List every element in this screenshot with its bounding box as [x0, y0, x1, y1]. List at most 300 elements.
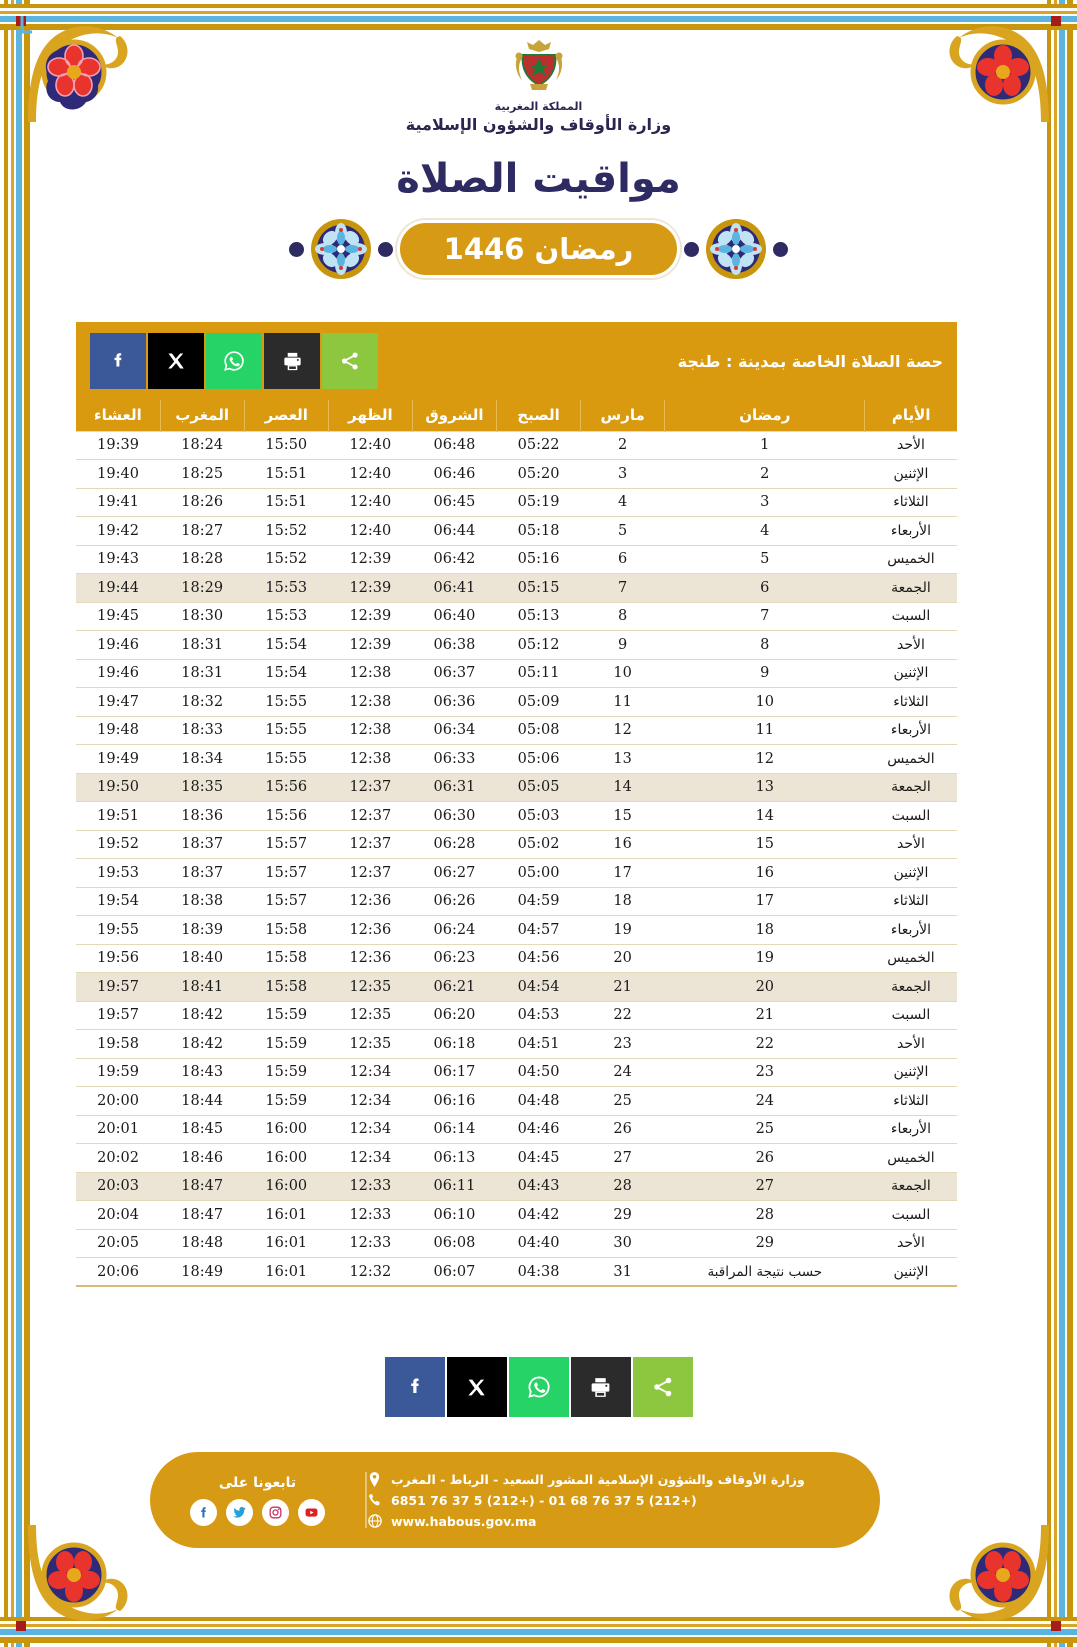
facebook-icon — [196, 1505, 211, 1520]
cell-mars: 20 — [581, 944, 665, 973]
table-row — [76, 944, 957, 973]
whatsapp-share-button-bottom[interactable] — [509, 1357, 569, 1417]
cell-isha: 19:59 — [76, 1058, 160, 1087]
cell-dhuhr: 12:37 — [328, 802, 412, 831]
cell-fajr: 05:13 — [497, 602, 581, 631]
cell-dhuhr: 12:40 — [328, 460, 412, 489]
table-row — [76, 659, 957, 688]
cell-mars: 23 — [581, 1030, 665, 1059]
cell-maghrib: 18:24 — [160, 431, 244, 460]
x-share-button-bottom[interactable] — [447, 1357, 507, 1417]
facebook-icon — [107, 350, 129, 372]
cell-dhuhr: 12:36 — [328, 944, 412, 973]
cell-dhuhr: 12:34 — [328, 1087, 412, 1116]
column-header-asr: العصر — [244, 400, 328, 431]
cell-day: الجمعة — [865, 773, 957, 802]
table-row — [76, 802, 957, 831]
cell-fajr: 05:12 — [497, 631, 581, 660]
cell-asr: 15:59 — [244, 1058, 328, 1087]
cell-day: الخميس — [865, 745, 957, 774]
cell-mars: 14 — [581, 773, 665, 802]
cell-ramadan: 29 — [665, 1229, 865, 1258]
cell-ramadan: 24 — [665, 1087, 865, 1116]
cell-fajr: 04:38 — [497, 1258, 581, 1287]
cell-maghrib: 18:47 — [160, 1172, 244, 1201]
cell-day: السبت — [865, 602, 957, 631]
follow-us-label: تابعونا على — [218, 1474, 297, 1491]
rosette-ornament-left — [308, 216, 374, 282]
ramadan-year-badge: رمضان 1446 — [397, 220, 681, 278]
print-button-bottom[interactable] — [571, 1357, 631, 1417]
table-row — [76, 602, 957, 631]
cell-asr: 15:52 — [244, 545, 328, 574]
cell-fajr: 04:53 — [497, 1001, 581, 1030]
cell-maghrib: 18:49 — [160, 1258, 244, 1287]
cell-isha: 19:50 — [76, 773, 160, 802]
cell-dhuhr: 12:38 — [328, 659, 412, 688]
cell-asr: 15:53 — [244, 574, 328, 603]
cell-asr: 15:56 — [244, 773, 328, 802]
cell-ramadan: 4 — [665, 517, 865, 546]
kingdom-label: المملكة المغربية — [494, 100, 583, 113]
cell-asr: 15:51 — [244, 488, 328, 517]
column-header-dhuhr: الظهر — [328, 400, 412, 431]
cell-day: الأحد — [865, 631, 957, 660]
cell-shuruq: 06:30 — [412, 802, 496, 831]
morocco-coat-of-arms-icon — [508, 34, 570, 96]
corner-ornament-bottom-left — [2, 1515, 132, 1645]
cell-shuruq: 06:24 — [412, 916, 496, 945]
cell-day: الخميس — [865, 545, 957, 574]
cell-asr: 15:59 — [244, 1087, 328, 1116]
cell-day: الثلاثاء — [865, 887, 957, 916]
cell-day: الإثنين — [865, 1058, 957, 1087]
cell-isha: 20:05 — [76, 1229, 160, 1258]
cell-isha: 19:48 — [76, 716, 160, 745]
cell-shuruq: 06:36 — [412, 688, 496, 717]
cell-mars: 3 — [581, 460, 665, 489]
page-title: مواقيت الصلاة — [396, 156, 681, 202]
share-icon — [339, 350, 361, 372]
cell-shuruq: 06:40 — [412, 602, 496, 631]
printer-icon — [281, 350, 304, 373]
cell-fajr: 05:06 — [497, 745, 581, 774]
table-row — [76, 859, 957, 888]
column-header-maghrib: المغرب — [160, 400, 244, 431]
cell-isha: 20:00 — [76, 1087, 160, 1116]
cell-fajr: 04:57 — [497, 916, 581, 945]
cell-maghrib: 18:27 — [160, 517, 244, 546]
cell-isha: 19:46 — [76, 631, 160, 660]
cell-mars: 13 — [581, 745, 665, 774]
cell-maghrib: 18:48 — [160, 1229, 244, 1258]
globe-icon — [367, 1514, 382, 1529]
table-row — [76, 488, 957, 517]
cell-dhuhr: 12:35 — [328, 1001, 412, 1030]
table-row — [76, 1001, 957, 1030]
cell-day: الخميس — [865, 1144, 957, 1173]
table-row — [76, 887, 957, 916]
cell-dhuhr: 12:34 — [328, 1058, 412, 1087]
cell-maghrib: 18:46 — [160, 1144, 244, 1173]
cell-shuruq: 06:28 — [412, 830, 496, 859]
banner-dot-inner-right — [684, 242, 699, 257]
cell-asr: 15:54 — [244, 659, 328, 688]
cell-shuruq: 06:48 — [412, 431, 496, 460]
location-pin-icon — [367, 1472, 382, 1487]
bottom-share-button-group — [0, 1357, 1077, 1417]
cell-isha: 19:45 — [76, 602, 160, 631]
cell-day: الأربعاء — [865, 916, 957, 945]
cell-ramadan: 18 — [665, 916, 865, 945]
cell-maghrib: 18:35 — [160, 773, 244, 802]
cell-maghrib: 18:28 — [160, 545, 244, 574]
cell-shuruq: 06:42 — [412, 545, 496, 574]
cell-asr: 16:01 — [244, 1229, 328, 1258]
cell-ramadan: 11 — [665, 716, 865, 745]
phone-icon — [367, 1493, 382, 1508]
whatsapp-share-button[interactable] — [206, 333, 262, 389]
cell-isha: 19:57 — [76, 1001, 160, 1030]
cell-isha: 19:43 — [76, 545, 160, 574]
cell-isha: 19:47 — [76, 688, 160, 717]
cell-ramadan: حسب نتيجة المراقبة — [665, 1258, 865, 1287]
cell-day: الإثنين — [865, 659, 957, 688]
cell-mars: 24 — [581, 1058, 665, 1087]
banner-dot-left — [289, 242, 304, 257]
cell-shuruq: 06:18 — [412, 1030, 496, 1059]
column-header-isha: العشاء — [76, 400, 160, 431]
cell-fajr: 05:03 — [497, 802, 581, 831]
cell-asr: 15:55 — [244, 688, 328, 717]
table-row — [76, 745, 957, 774]
cell-maghrib: 18:43 — [160, 1058, 244, 1087]
cell-maghrib: 18:30 — [160, 602, 244, 631]
cell-shuruq: 06:26 — [412, 887, 496, 916]
cell-maghrib: 18:45 — [160, 1115, 244, 1144]
cell-isha: 20:04 — [76, 1201, 160, 1230]
table-row — [76, 688, 957, 717]
cell-shuruq: 06:34 — [412, 716, 496, 745]
cell-day: الثلاثاء — [865, 688, 957, 717]
cell-isha: 19:53 — [76, 859, 160, 888]
whatsapp-icon — [222, 349, 246, 373]
cell-ramadan: 21 — [665, 1001, 865, 1030]
share-button-bottom[interactable] — [633, 1357, 693, 1417]
cell-shuruq: 06:14 — [412, 1115, 496, 1144]
cell-isha: 19:51 — [76, 802, 160, 831]
cell-maghrib: 18:37 — [160, 859, 244, 888]
cell-fajr: 05:08 — [497, 716, 581, 745]
instagram-icon-button[interactable] — [262, 1499, 289, 1526]
facebook-icon-button[interactable] — [190, 1499, 217, 1526]
cell-asr: 15:59 — [244, 1001, 328, 1030]
cell-shuruq: 06:20 — [412, 1001, 496, 1030]
footer-address-text: وزارة الأوقاف والشؤون الإسلامية المشور السعيد - الرباط - المغرب — [391, 1471, 805, 1487]
cell-ramadan: 2 — [665, 460, 865, 489]
cell-mars: 2 — [581, 431, 665, 460]
cell-mars: 6 — [581, 545, 665, 574]
table-row — [76, 1258, 957, 1287]
cell-dhuhr: 12:36 — [328, 916, 412, 945]
cell-fajr: 05:00 — [497, 859, 581, 888]
cell-fajr: 04:42 — [497, 1201, 581, 1230]
cell-day: السبت — [865, 802, 957, 831]
cell-maghrib: 18:40 — [160, 944, 244, 973]
cell-shuruq: 06:17 — [412, 1058, 496, 1087]
footer-address-line — [367, 1472, 805, 1487]
table-row — [76, 545, 957, 574]
cell-asr: 16:00 — [244, 1144, 328, 1173]
cell-day: الأربعاء — [865, 517, 957, 546]
cell-dhuhr: 12:38 — [328, 745, 412, 774]
cell-fajr: 05:11 — [497, 659, 581, 688]
cell-ramadan: 27 — [665, 1172, 865, 1201]
table-row — [76, 460, 957, 489]
table-row — [76, 517, 957, 546]
cell-dhuhr: 12:40 — [328, 488, 412, 517]
table-row — [76, 1172, 957, 1201]
cell-ramadan: 16 — [665, 859, 865, 888]
footer-phone-line — [367, 1493, 697, 1508]
cell-mars: 28 — [581, 1172, 665, 1201]
x-share-button[interactable] — [148, 333, 204, 389]
cell-isha: 19:52 — [76, 830, 160, 859]
cell-ramadan: 23 — [665, 1058, 865, 1087]
cell-maghrib: 18:39 — [160, 916, 244, 945]
cell-ramadan: 14 — [665, 802, 865, 831]
cell-ramadan: 10 — [665, 688, 865, 717]
cell-day: الجمعة — [865, 574, 957, 603]
column-header-mars: مارس — [581, 400, 665, 431]
cell-dhuhr: 12:38 — [328, 716, 412, 745]
share-button-group — [90, 333, 378, 389]
cell-isha: 20:06 — [76, 1258, 160, 1287]
cell-mars: 4 — [581, 488, 665, 517]
cell-mars: 27 — [581, 1144, 665, 1173]
print-button[interactable] — [264, 333, 320, 389]
column-header-day: الأيام — [865, 400, 957, 431]
cell-day: الثلاثاء — [865, 1087, 957, 1116]
cell-asr: 15:55 — [244, 716, 328, 745]
cell-asr: 15:57 — [244, 830, 328, 859]
cell-dhuhr: 12:38 — [328, 688, 412, 717]
prayer-times-table — [76, 400, 957, 1287]
cell-shuruq: 06:13 — [412, 1144, 496, 1173]
cell-mars: 18 — [581, 887, 665, 916]
cell-fajr: 04:45 — [497, 1144, 581, 1173]
cell-fajr: 05:09 — [497, 688, 581, 717]
cell-shuruq: 06:31 — [412, 773, 496, 802]
cell-fajr: 05:19 — [497, 488, 581, 517]
cell-dhuhr: 12:39 — [328, 602, 412, 631]
table-row — [76, 1144, 957, 1173]
facebook-share-button-bottom[interactable] — [385, 1357, 445, 1417]
footer-website-line[interactable] — [367, 1514, 536, 1529]
cell-isha: 20:01 — [76, 1115, 160, 1144]
cell-maghrib: 18:34 — [160, 745, 244, 774]
whatsapp-icon — [526, 1374, 552, 1400]
footer — [150, 1452, 880, 1548]
cell-shuruq: 06:16 — [412, 1087, 496, 1116]
cell-dhuhr: 12:40 — [328, 431, 412, 460]
cell-ramadan: 25 — [665, 1115, 865, 1144]
cell-mars: 7 — [581, 574, 665, 603]
cell-ramadan: 8 — [665, 631, 865, 660]
cell-dhuhr: 12:39 — [328, 574, 412, 603]
cell-asr: 15:58 — [244, 916, 328, 945]
cell-isha: 19:44 — [76, 574, 160, 603]
cell-day: الأربعاء — [865, 1115, 957, 1144]
cell-ramadan: 12 — [665, 745, 865, 774]
youtube-icon-button[interactable] — [298, 1499, 325, 1526]
twitter-icon-button[interactable] — [226, 1499, 253, 1526]
table-row — [76, 574, 957, 603]
cell-asr: 16:00 — [244, 1115, 328, 1144]
cell-mars: 29 — [581, 1201, 665, 1230]
cell-day: الجمعة — [865, 973, 957, 1002]
cell-fajr: 04:46 — [497, 1115, 581, 1144]
cell-maghrib: 18:32 — [160, 688, 244, 717]
cell-shuruq: 06:07 — [412, 1258, 496, 1287]
youtube-icon — [304, 1505, 319, 1520]
cell-ramadan: 3 — [665, 488, 865, 517]
ministry-name: وزارة الأوقاف والشؤون الإسلامية — [405, 115, 672, 134]
cell-asr: 15:50 — [244, 431, 328, 460]
cell-isha: 19:49 — [76, 745, 160, 774]
content-area — [76, 322, 957, 1287]
cell-ramadan: 15 — [665, 830, 865, 859]
cell-dhuhr: 12:35 — [328, 1030, 412, 1059]
share-button[interactable] — [322, 333, 378, 389]
printer-icon — [588, 1375, 613, 1400]
poster-header — [120, 34, 957, 282]
cell-isha: 20:02 — [76, 1144, 160, 1173]
cell-shuruq: 06:38 — [412, 631, 496, 660]
column-header-ramadan: رمضان — [665, 400, 865, 431]
cell-isha: 19:42 — [76, 517, 160, 546]
twitter-icon — [232, 1505, 247, 1520]
title-banner-row — [120, 216, 957, 282]
cell-shuruq: 06:21 — [412, 973, 496, 1002]
city-label: حصة الصلاة الخاصة بمدينة : طنجة — [677, 351, 943, 371]
cell-fajr: 04:48 — [497, 1087, 581, 1116]
cell-dhuhr: 12:37 — [328, 830, 412, 859]
cell-isha: 19:56 — [76, 944, 160, 973]
cell-shuruq: 06:37 — [412, 659, 496, 688]
share-icon — [651, 1375, 675, 1399]
table-row — [76, 1087, 957, 1116]
cell-mars: 25 — [581, 1087, 665, 1116]
footer-contact-block — [367, 1472, 880, 1529]
cell-asr: 15:59 — [244, 1030, 328, 1059]
cell-isha: 20:03 — [76, 1172, 160, 1201]
cell-isha: 19:54 — [76, 887, 160, 916]
footer-website-text: www.habous.gov.ma — [391, 1513, 537, 1529]
cell-asr: 16:01 — [244, 1201, 328, 1230]
cell-ramadan: 13 — [665, 773, 865, 802]
cell-mars: 31 — [581, 1258, 665, 1287]
cell-mars: 17 — [581, 859, 665, 888]
table-row — [76, 716, 957, 745]
cell-mars: 30 — [581, 1229, 665, 1258]
cell-dhuhr: 12:39 — [328, 631, 412, 660]
cell-maghrib: 18:44 — [160, 1087, 244, 1116]
cell-fajr: 04:54 — [497, 973, 581, 1002]
facebook-share-button[interactable] — [90, 333, 146, 389]
cell-fajr: 04:56 — [497, 944, 581, 973]
cell-mars: 21 — [581, 973, 665, 1002]
cell-shuruq: 06:33 — [412, 745, 496, 774]
cell-asr: 15:58 — [244, 944, 328, 973]
cell-mars: 19 — [581, 916, 665, 945]
cell-mars: 5 — [581, 517, 665, 546]
table-row — [76, 631, 957, 660]
cell-shuruq: 06:46 — [412, 460, 496, 489]
cell-asr: 15:56 — [244, 802, 328, 831]
cell-shuruq: 06:08 — [412, 1229, 496, 1258]
cell-asr: 15:51 — [244, 460, 328, 489]
cell-ramadan: 22 — [665, 1030, 865, 1059]
cell-dhuhr: 12:40 — [328, 517, 412, 546]
cell-maghrib: 18:38 — [160, 887, 244, 916]
cell-maghrib: 18:25 — [160, 460, 244, 489]
cell-isha: 19:46 — [76, 659, 160, 688]
cell-dhuhr: 12:32 — [328, 1258, 412, 1287]
cell-day: الأربعاء — [865, 716, 957, 745]
cell-fajr: 05:18 — [497, 517, 581, 546]
cell-shuruq: 06:11 — [412, 1172, 496, 1201]
table-row — [76, 431, 957, 460]
cell-asr: 15:52 — [244, 517, 328, 546]
table-row — [76, 973, 957, 1002]
cell-mars: 15 — [581, 802, 665, 831]
cell-maghrib: 18:36 — [160, 802, 244, 831]
cell-maghrib: 18:26 — [160, 488, 244, 517]
corner-ornament-bottom-right — [945, 1515, 1075, 1645]
cell-asr: 15:58 — [244, 973, 328, 1002]
cell-fajr: 04:43 — [497, 1172, 581, 1201]
cell-maghrib: 18:41 — [160, 973, 244, 1002]
cell-day: السبت — [865, 1201, 957, 1230]
corner-ornament-top-left — [2, 2, 132, 132]
cell-dhuhr: 12:34 — [328, 1115, 412, 1144]
cell-asr: 15:54 — [244, 631, 328, 660]
cell-shuruq: 06:23 — [412, 944, 496, 973]
cell-dhuhr: 12:35 — [328, 973, 412, 1002]
cell-shuruq: 06:45 — [412, 488, 496, 517]
column-header-shuruq: الشروق — [412, 400, 496, 431]
cell-asr: 16:01 — [244, 1258, 328, 1287]
cell-mars: 9 — [581, 631, 665, 660]
cell-ramadan: 26 — [665, 1144, 865, 1173]
table-row — [76, 1030, 957, 1059]
table-row — [76, 773, 957, 802]
cell-asr: 16:00 — [244, 1172, 328, 1201]
cell-fajr: 04:40 — [497, 1229, 581, 1258]
cell-dhuhr: 12:33 — [328, 1201, 412, 1230]
cell-mars: 26 — [581, 1115, 665, 1144]
cell-dhuhr: 12:33 — [328, 1172, 412, 1201]
table-row — [76, 1201, 957, 1230]
cell-maghrib: 18:37 — [160, 830, 244, 859]
cell-dhuhr: 12:34 — [328, 1144, 412, 1173]
table-header-row — [76, 400, 957, 431]
cell-maghrib: 18:42 — [160, 1001, 244, 1030]
cell-shuruq: 06:44 — [412, 517, 496, 546]
banner-dot-inner-left — [378, 242, 393, 257]
cell-day: الجمعة — [865, 1172, 957, 1201]
